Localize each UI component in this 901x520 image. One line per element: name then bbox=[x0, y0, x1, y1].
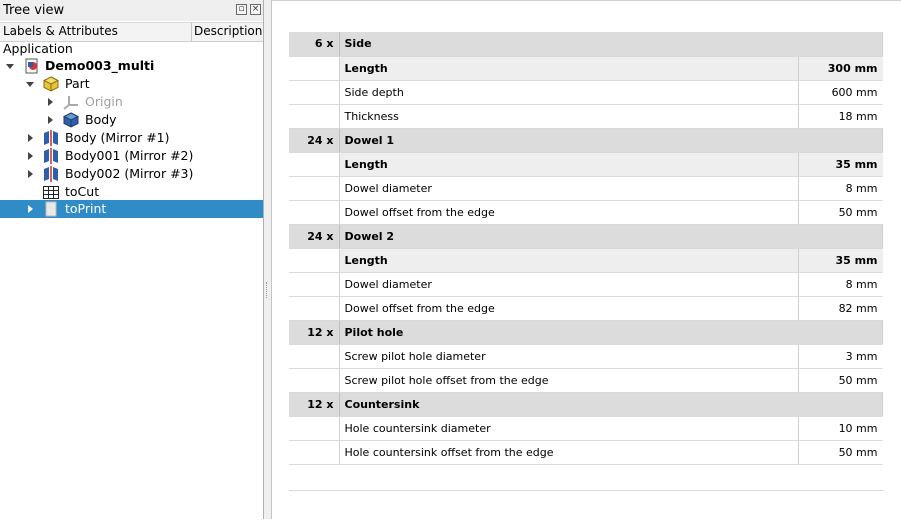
tree-item-mirror-2[interactable] bbox=[0, 147, 263, 165]
tree-root-application[interactable] bbox=[0, 40, 263, 58]
property-name: Dowel offset from the edge bbox=[339, 296, 799, 320]
tree-item-label: Body (Mirror #1) bbox=[65, 130, 170, 145]
tree-view-panel bbox=[0, 0, 264, 519]
table-row bbox=[289, 344, 883, 368]
spreadsheet-icon bbox=[43, 184, 59, 200]
expand-arrow-icon[interactable] bbox=[28, 170, 33, 178]
close-panel-button[interactable]: × bbox=[251, 4, 260, 14]
column-description[interactable]: Description bbox=[194, 24, 263, 38]
property-value: 8 mm bbox=[799, 272, 883, 296]
property-value: 3 mm bbox=[799, 344, 883, 368]
expand-arrow-icon[interactable] bbox=[28, 152, 33, 160]
panel-splitter[interactable] bbox=[264, 0, 272, 519]
expand-arrow-icon[interactable] bbox=[48, 116, 53, 124]
tree-item-label: Origin bbox=[85, 94, 123, 109]
splitter-grip-icon[interactable] bbox=[266, 282, 269, 298]
tree-item-label: Body002 (Mirror #3) bbox=[65, 166, 194, 181]
tree-item-label: Part bbox=[65, 76, 90, 91]
group-quantity: 24 x bbox=[289, 128, 339, 152]
table-row bbox=[289, 56, 883, 80]
property-name: Hole countersink offset from the edge bbox=[339, 440, 799, 464]
expand-arrow-icon[interactable] bbox=[28, 134, 33, 142]
mirror-icon bbox=[43, 148, 59, 164]
group-quantity: 24 x bbox=[289, 224, 339, 248]
property-value: 35 mm bbox=[799, 248, 883, 272]
group-header-row bbox=[289, 320, 883, 344]
table-row bbox=[289, 104, 883, 128]
table-row bbox=[289, 416, 883, 440]
table-row bbox=[289, 272, 883, 296]
group-header-row bbox=[289, 128, 883, 152]
group-quantity: 12 x bbox=[289, 320, 339, 344]
property-value: 35 mm bbox=[799, 152, 883, 176]
tree-item-label: Body001 (Mirror #2) bbox=[65, 148, 194, 163]
group-name: Countersink bbox=[339, 392, 883, 416]
body-icon bbox=[63, 112, 79, 128]
property-name: Dowel offset from the edge bbox=[339, 200, 799, 224]
group-header-row bbox=[289, 32, 883, 56]
property-name: Screw pilot hole offset from the edge bbox=[339, 368, 799, 392]
group-header-row bbox=[289, 224, 883, 248]
tree-view-titlebar bbox=[0, 0, 263, 21]
property-name: Length bbox=[339, 56, 799, 80]
group-quantity: 6 x bbox=[289, 32, 339, 56]
group-name: Dowel 2 bbox=[339, 224, 883, 248]
part-icon bbox=[43, 76, 59, 92]
tree-item-label: toCut bbox=[65, 184, 100, 199]
collapse-arrow-icon[interactable] bbox=[6, 64, 14, 69]
group-name: Side bbox=[339, 32, 883, 56]
float-panel-button[interactable]: ▫ bbox=[236, 4, 247, 15]
property-value: 82 mm bbox=[799, 296, 883, 320]
table-row bbox=[289, 80, 883, 104]
page-icon bbox=[43, 201, 59, 217]
origin-icon bbox=[63, 94, 79, 110]
property-name: Side depth bbox=[339, 80, 799, 104]
tree-item-toprint[interactable] bbox=[0, 200, 263, 218]
property-name: Dowel diameter bbox=[339, 272, 799, 296]
property-value: 50 mm bbox=[799, 368, 883, 392]
tree-item-mirror-1[interactable] bbox=[0, 129, 263, 147]
table-row bbox=[289, 440, 883, 464]
table-row bbox=[289, 200, 883, 224]
property-value: 600 mm bbox=[799, 80, 883, 104]
tree-item-part[interactable] bbox=[0, 75, 263, 93]
expand-arrow-icon[interactable] bbox=[48, 98, 53, 106]
tree-column-header bbox=[0, 22, 263, 42]
tree-item-label: Body bbox=[85, 112, 117, 127]
tree-view-title: Tree view bbox=[3, 3, 65, 18]
table-row bbox=[289, 152, 883, 176]
table-row bbox=[289, 248, 883, 272]
mirror-icon bbox=[43, 130, 59, 146]
collapse-arrow-icon[interactable] bbox=[26, 82, 34, 87]
tree-item-label: toPrint bbox=[65, 201, 107, 216]
document-icon bbox=[24, 58, 40, 74]
property-name: Dowel diameter bbox=[339, 176, 799, 200]
column-labels-attributes[interactable]: Labels & Attributes bbox=[3, 24, 118, 38]
mirror-icon bbox=[43, 166, 59, 182]
property-value: 50 mm bbox=[799, 200, 883, 224]
property-value: 18 mm bbox=[799, 104, 883, 128]
property-name: Thickness bbox=[339, 104, 799, 128]
table-row bbox=[289, 368, 883, 392]
tree-item-origin[interactable] bbox=[0, 93, 263, 111]
property-name: Length bbox=[339, 248, 799, 272]
table-row bbox=[289, 176, 883, 200]
tree-item-body[interactable] bbox=[0, 111, 263, 129]
tree-item-tocut[interactable] bbox=[0, 183, 263, 201]
tree-item-document[interactable] bbox=[0, 57, 263, 75]
group-header-row bbox=[289, 392, 883, 416]
group-quantity: 12 x bbox=[289, 392, 339, 416]
expand-arrow-icon[interactable] bbox=[28, 205, 33, 213]
property-value: 50 mm bbox=[799, 440, 883, 464]
property-value: 300 mm bbox=[799, 56, 883, 80]
property-name: Length bbox=[339, 152, 799, 176]
property-name: Screw pilot hole diameter bbox=[339, 344, 799, 368]
cut-list-table bbox=[289, 32, 883, 491]
property-name: Hole countersink diameter bbox=[339, 416, 799, 440]
group-name: Dowel 1 bbox=[339, 128, 883, 152]
column-divider[interactable] bbox=[191, 23, 192, 41]
property-value: 10 mm bbox=[799, 416, 883, 440]
tree-root-label: Application bbox=[3, 41, 73, 56]
empty-row bbox=[289, 464, 883, 490]
tree-item-label: Demo003_multi bbox=[45, 58, 155, 73]
table-row bbox=[289, 296, 883, 320]
report-view bbox=[272, 0, 901, 520]
group-name: Pilot hole bbox=[339, 320, 883, 344]
tree-item-mirror-3[interactable] bbox=[0, 165, 263, 183]
property-value: 8 mm bbox=[799, 176, 883, 200]
